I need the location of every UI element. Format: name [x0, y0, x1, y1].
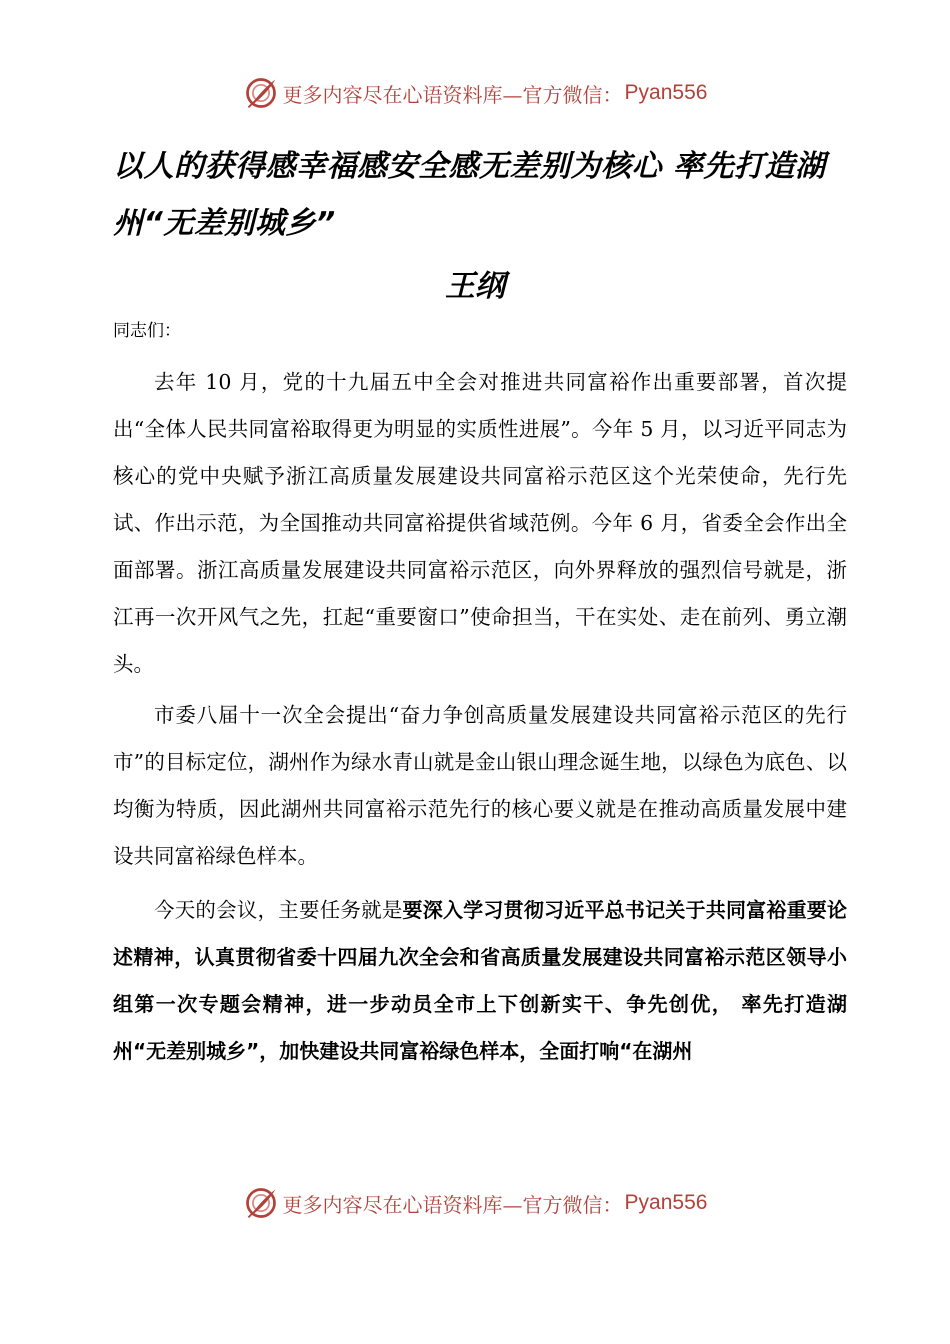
paragraph-3-bold: 要深入学习贯彻习近平总书记关于共同富裕重要论述精神，认真贯彻省委十四届九次全会和省高质量发展建设共同富裕示范区领导小组第一次专题会精神，进一步动员全市上下创新实干、争先创优， 率先打造湖州“无差别城乡”，加快建设共同富裕绿色样本，全面打响“在湖州 — [113, 898, 848, 1063]
salutation: 同志们： — [113, 321, 181, 341]
author-name: 王纲 — [445, 269, 505, 304]
paragraph-1: 去年 10 月，党的十九届五中全会对推进共同富裕作出重要部署，首次提出“全体人民共同富裕取得更为明显的实质性进展”。今年 5 月，以习近平同志为核心的党中央赋予浙江高质量发展建设共同富裕示范区这个光荣使命，先行先试、作出示范，为全国推动共同富裕提供省域范例。今年 6 月，省委全会作出全面部署。浙江高质量发展建设共同富裕示范区，向外界释放的强烈信号就是，浙江再一次开风气之先，扛起“重要窗口”使命担当，干在实处、走在前列、勇立潮头。 — [113, 370, 847, 676]
document-title: 以人的获得感幸福感安全感无差别为核心 率先打造湖州“无差别城乡” — [113, 149, 826, 241]
banner-text: 更多内容尽在心语资料库—官方微信： — [282, 82, 623, 107]
paragraph-3 — [113, 887, 847, 1075]
paragraph-2: 市委八届十一次全会提出“奋力争创高质量发展建设共同富裕示范区的先行市”的目标定位，湖州作为绿水青山就是金山银山理念诞生地，以绿色为底色、以均衡为特质，因此湖州共同富裕示范先行的核心要义就是在推动高质量发展中建设共同富裕绿色样本。 — [113, 703, 847, 868]
quill-logo-icon — [243, 75, 279, 111]
banner-wechat-id: Pyan556 — [624, 1191, 708, 1214]
banner-text: 更多内容尽在心语资料库—官方微信： — [282, 1192, 623, 1217]
quill-logo-icon — [243, 1185, 279, 1221]
header-watermark-banner — [0, 73, 950, 113]
paragraph-3-plain: 今天的会议，主要任务就是 — [154, 898, 403, 922]
banner-wechat-id: Pyan556 — [624, 81, 708, 104]
footer-watermark-banner — [0, 1183, 950, 1223]
